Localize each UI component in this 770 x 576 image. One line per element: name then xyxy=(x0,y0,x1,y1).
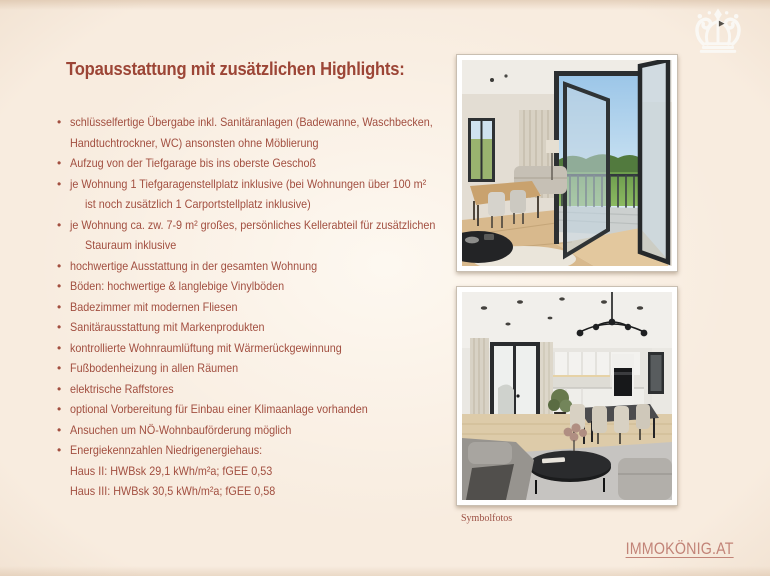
feature-text-continued: ist noch zusätzlich 1 Carportstellplatz inklusive) xyxy=(85,197,311,211)
crown-icon xyxy=(692,7,744,55)
feature-item xyxy=(57,338,461,359)
feature-text-continued: Stauraum inklusive xyxy=(85,238,177,252)
feature-text: • kontrollierte Wohnraumlüftung mit Wärmerückgewinnung xyxy=(70,340,342,355)
feature-item xyxy=(57,276,461,297)
feature-item xyxy=(57,174,461,215)
feature-item xyxy=(57,379,461,400)
feature-text: • Böden: hochwertige & langlebige Vinylböden xyxy=(70,279,285,293)
feature-text: • schlüsselfertige Übergabe inkl. Sanitäranlagen (Badewanne, Waschbecken, xyxy=(70,115,433,129)
feature-item xyxy=(57,358,461,379)
feature-text: • je Wohnung 1 Tiefgaragenstellplatz inklusive (bei Wohnungen über 100 m² xyxy=(70,176,427,191)
feature-text-continued: Handtuchtrockner, WC) ansonsten ohne Möblierung xyxy=(70,135,319,150)
feature-text: • Sanitärausstattung mit Markenprodukten xyxy=(70,320,265,334)
feature-text: • je Wohnung ca. zw. 7-9 m² großes, persönliches Kellerabteil für zusätzlichen xyxy=(70,217,436,232)
photo-kitchen-living xyxy=(456,286,678,506)
feature-item xyxy=(57,399,461,420)
website-link[interactable]: IMMOKÖNIG.AT xyxy=(625,539,734,558)
feature-item xyxy=(57,215,461,256)
feature-item xyxy=(57,420,461,441)
kitchen-photo-illustration xyxy=(462,292,672,500)
feature-text: • Badezimmer mit modernen Fliesen xyxy=(70,299,238,314)
feature-item xyxy=(57,297,461,318)
photo-balcony-view xyxy=(456,54,678,272)
feature-text: • optional Vorbereitung für Einbau einer Klimaanlage vorhanden xyxy=(70,402,368,416)
feature-text-continued: Haus III: HWBsk 30,5 kWh/m²a; fGEE 0,58 xyxy=(70,484,276,498)
photo-caption: Symbolfotos xyxy=(461,513,513,524)
features-list xyxy=(57,112,461,502)
feature-text: • Aufzug von der Tiefgarage bis ins oberste Geschoß xyxy=(70,156,317,170)
page-title: Topausstattung mit zusätzlichen Highlights: xyxy=(66,59,405,79)
feature-item xyxy=(57,112,461,153)
feature-text: • elektrische Raffstores xyxy=(70,381,174,396)
feature-item xyxy=(57,317,461,338)
feature-text: • Fußbodenheizung in allen Räumen xyxy=(70,361,239,375)
balcony-photo-illustration xyxy=(462,60,672,266)
feature-item xyxy=(57,153,461,174)
feature-item xyxy=(57,440,461,502)
feature-text: • Ansuchen um NÖ-Wohnbauförderung möglich xyxy=(70,422,292,437)
feature-text-continued: Haus II: HWBsk 29,1 kWh/m²a; fGEE 0,53 xyxy=(70,463,273,478)
feature-item xyxy=(57,256,461,277)
feature-text: • Energiekennzahlen Niedrigenergiehaus: xyxy=(70,443,263,457)
feature-text: • hochwertige Ausstattung in der gesamten Wohnung xyxy=(70,258,318,273)
